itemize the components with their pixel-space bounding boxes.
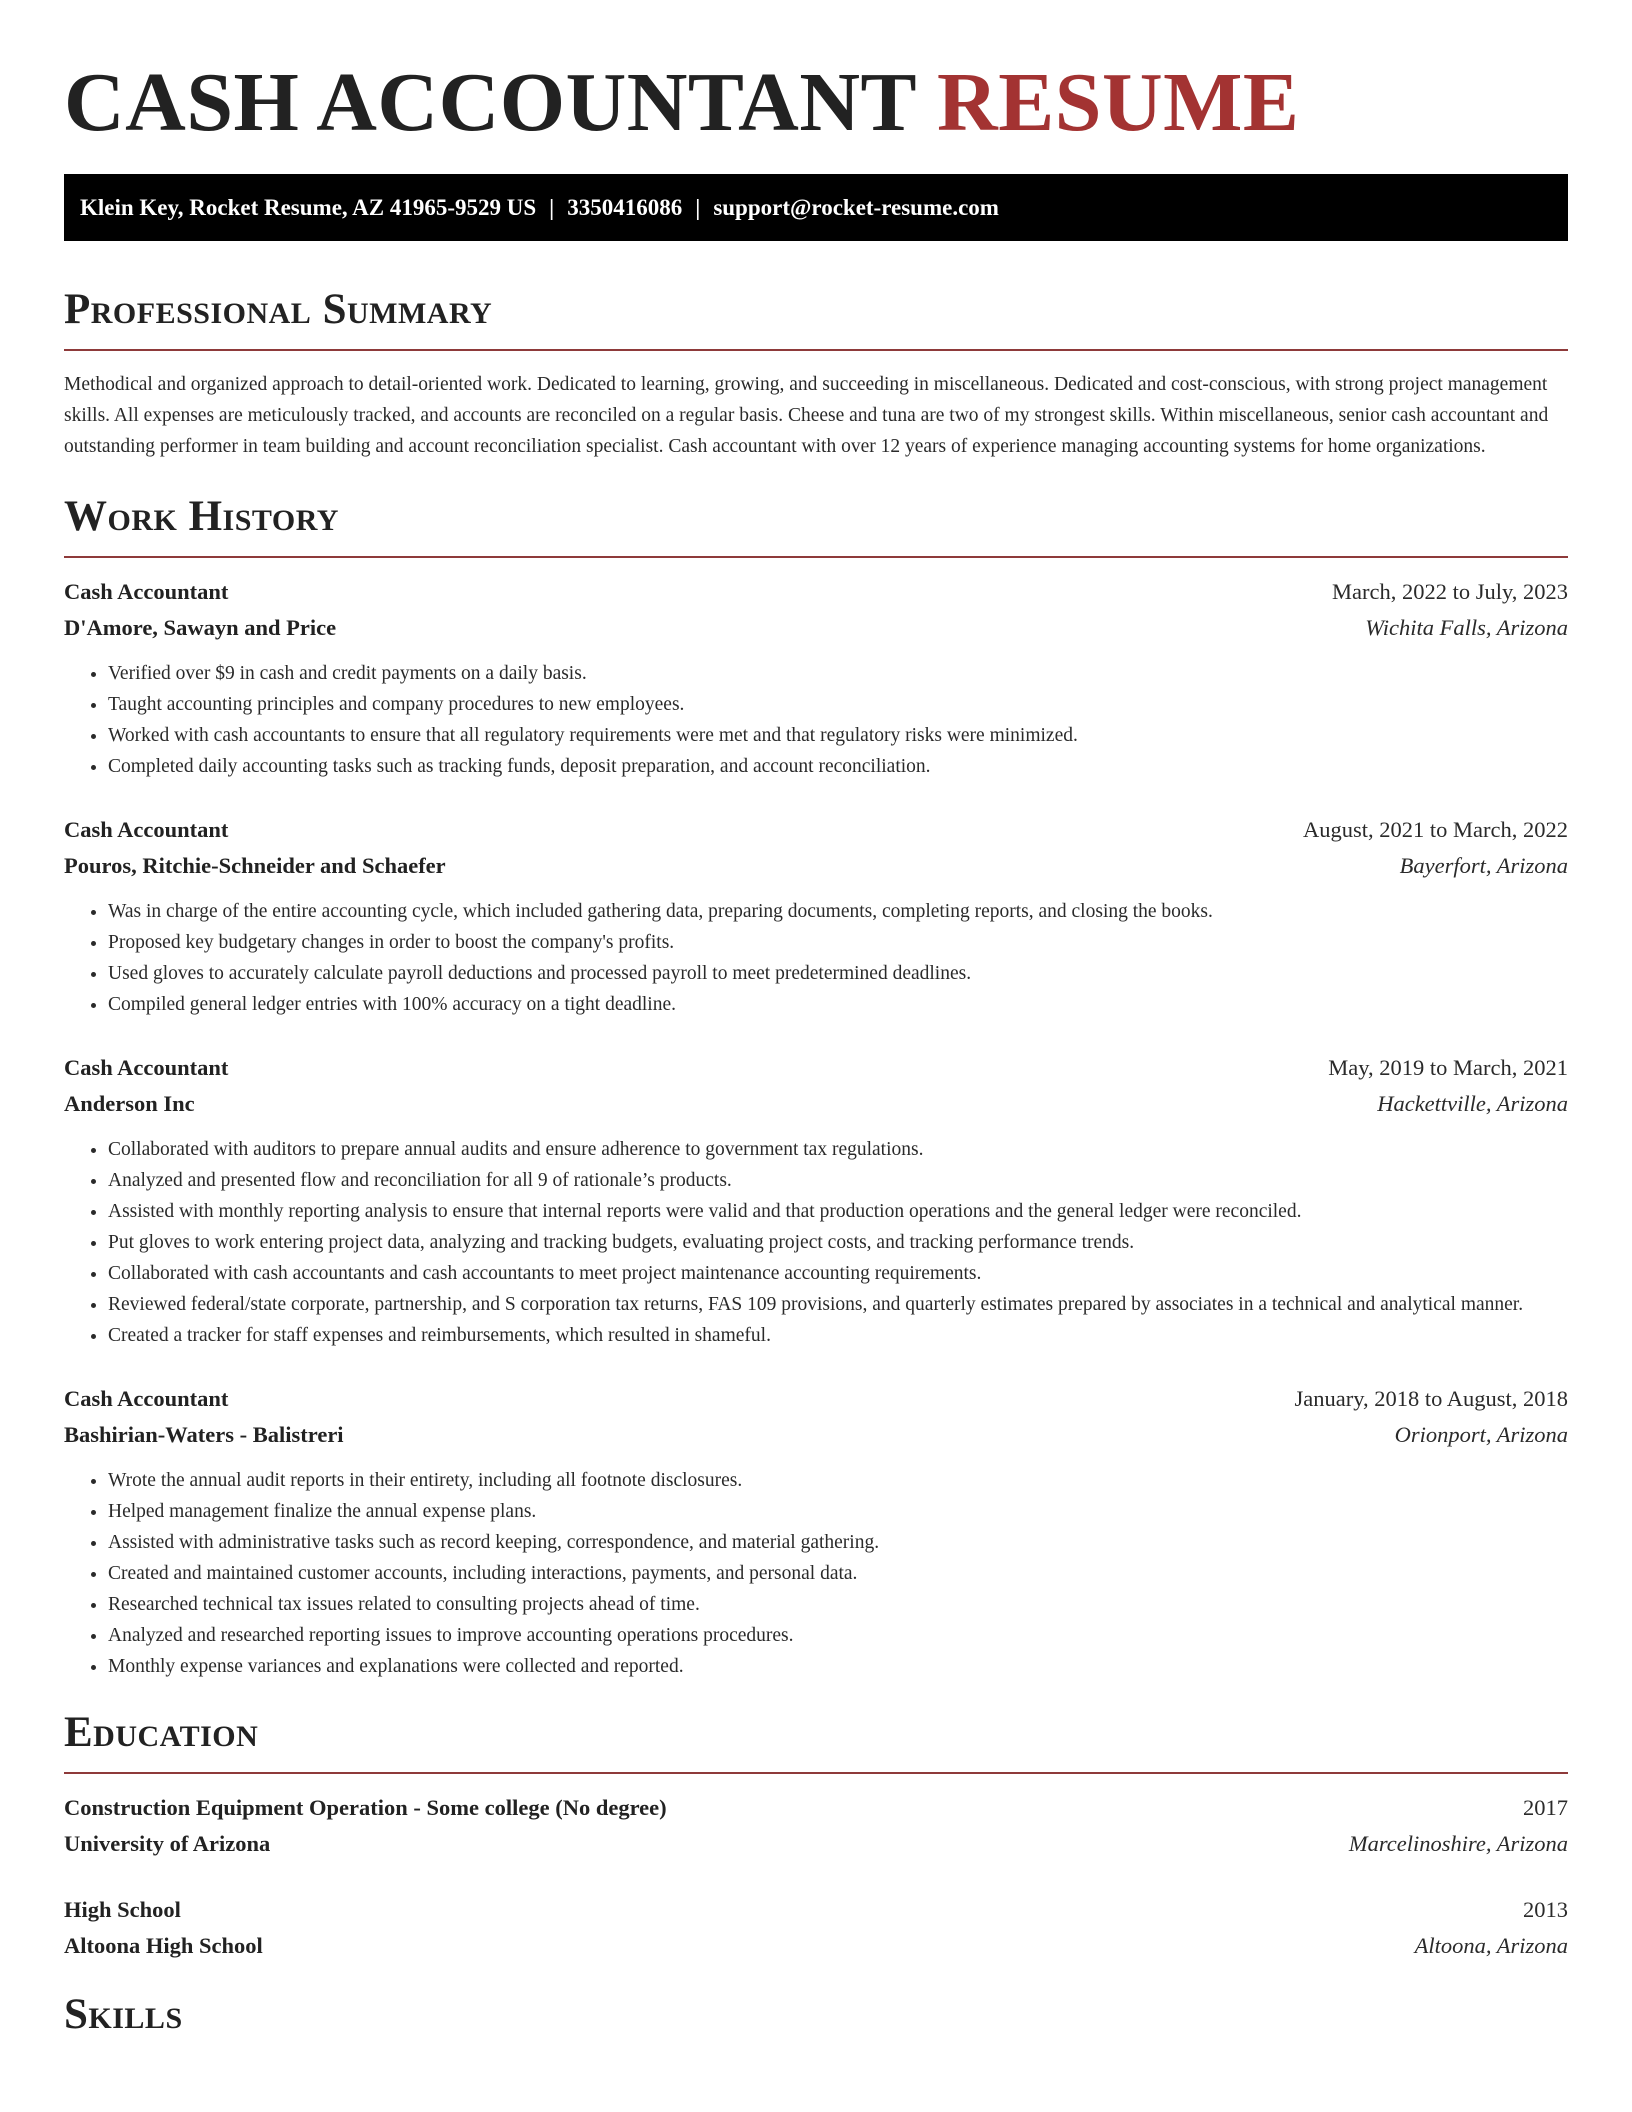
job-company: Bashirian-Waters - Balistreri xyxy=(64,1422,344,1447)
education-degree: High School xyxy=(64,1897,181,1922)
job-bullet: • Assisted with administrative tasks such as record keeping, correspondence, and material gathering. xyxy=(108,1527,1568,1558)
job-header-row xyxy=(64,1381,1568,1417)
education-degree-row xyxy=(64,1790,1568,1826)
job-title: Cash Accountant xyxy=(64,1055,229,1080)
job-title: Cash Accountant xyxy=(64,817,229,842)
title-accent: RESUME xyxy=(937,56,1300,149)
job-company-row xyxy=(64,1086,1568,1122)
job-dates: January, 2018 to August, 2018 xyxy=(1294,1386,1568,1411)
job-dates: May, 2019 to March, 2021 xyxy=(1328,1055,1568,1080)
contact-address: Klein Key, Rocket Resume, AZ 41965-9529 US xyxy=(80,195,537,220)
job-entry xyxy=(64,574,1568,782)
job-header-row xyxy=(64,574,1568,610)
education-degree: Construction Equipment Operation - Some college (No degree) xyxy=(64,1795,667,1820)
job-company-row xyxy=(64,1417,1568,1453)
job-bullet: • Verified over $9 in cash and credit payments on a daily basis. xyxy=(108,658,1568,689)
job-dates: August, 2021 to March, 2022 xyxy=(1303,817,1568,842)
job-bullets xyxy=(64,896,1568,1020)
education-location: Altoona, Arizona xyxy=(1414,1933,1568,1958)
contact-bar xyxy=(64,174,1568,241)
summary-text: Methodical and organized approach to detail-oriented work. Dedicated to learning, growing, and succeeding in miscellaneous. Dedicated and cost-conscious, with strong project management skills. All expenses are meticulously tracked, and accounts are reconciled on a regular basis. Cheese and tuna are two of my strongest skills. Within miscellaneous, senior cash accountant and outstanding performer in team building and account reconciliation specialist. Cash accountant with over 12 years of experience managing accounting systems for home organizations. xyxy=(64,374,1549,457)
contact-email: support@rocket-resume.com xyxy=(713,195,999,220)
job-entry xyxy=(64,1050,1568,1351)
job-bullet: • Proposed key budgetary changes in order to boost the company's profits. xyxy=(108,927,1568,958)
job-bullet: • Collaborated with auditors to prepare annual audits and ensure adherence to government tax regulations. xyxy=(108,1134,1568,1165)
job-bullet: • Compiled general ledger entries with 100% accuracy on a tight deadline. xyxy=(108,989,1568,1020)
job-bullet: • Helped management finalize the annual expense plans. xyxy=(108,1496,1568,1527)
job-bullet: • Created and maintained customer accounts, including interactions, payments, and personal data. xyxy=(108,1558,1568,1589)
job-bullets xyxy=(64,658,1568,782)
job-bullet: • Put gloves to work entering project data, analyzing and tracking budgets, evaluating project costs, and tracking performance trends. xyxy=(108,1227,1568,1258)
job-header-row xyxy=(64,812,1568,848)
page-title xyxy=(64,0,1568,148)
job-bullet: • Monthly expense variances and explanations were collected and reported. xyxy=(108,1651,1568,1682)
job-location: Bayerfort, Arizona xyxy=(1399,853,1568,878)
education-year: 2013 xyxy=(1523,1897,1568,1922)
education-entry xyxy=(64,1892,1568,1964)
job-bullet: • Created a tracker for staff expenses and reimbursements, which resulted in shameful. xyxy=(108,1320,1568,1351)
education-year: 2017 xyxy=(1523,1795,1568,1820)
job-entry xyxy=(64,1381,1568,1682)
job-bullet: • Assisted with monthly reporting analysis to ensure that internal reports were valid and that production operations and the general ledger were reconciled. xyxy=(108,1196,1568,1227)
job-bullet: • Researched technical tax issues related to consulting projects ahead of time. xyxy=(108,1589,1568,1620)
education-entry xyxy=(64,1790,1568,1862)
contact-phone: 3350416086 xyxy=(567,195,683,220)
job-bullet: • Collaborated with cash accountants and cash accountants to meet project maintenance accounting requirements. xyxy=(108,1258,1568,1289)
job-company-row xyxy=(64,848,1568,884)
job-entry xyxy=(64,812,1568,1020)
education-location: Marcelinoshire, Arizona xyxy=(1348,1831,1568,1856)
job-title: Cash Accountant xyxy=(64,579,229,604)
education-school-row xyxy=(64,1928,1568,1964)
job-company: Anderson Inc xyxy=(64,1091,195,1116)
job-location: Orionport, Arizona xyxy=(1394,1422,1568,1447)
education-school: University of Arizona xyxy=(64,1831,271,1856)
job-bullet: • Reviewed federal/state corporate, partnership, and S corporation tax returns, FAS 109 provisions, and quarterly estimates prepared by associates in a technical and analytical manner. xyxy=(108,1289,1568,1320)
contact-separator: | xyxy=(695,195,701,220)
section-divider xyxy=(64,349,1568,351)
job-bullet: • Used gloves to accurately calculate payroll deductions and processed payroll to meet predetermined deadlines. xyxy=(108,958,1568,989)
job-bullet: • Was in charge of the entire accounting cycle, which included gathering data, preparing documents, completing reports, and closing the books. xyxy=(108,896,1568,927)
job-bullet: • Taught accounting principles and company procedures to new employees. xyxy=(108,689,1568,720)
job-bullet: • Analyzed and researched reporting issues to improve accounting operations procedures. xyxy=(108,1620,1568,1651)
summary-heading: Professional Summary xyxy=(64,286,493,333)
section-divider xyxy=(64,556,1568,558)
section-divider xyxy=(64,1772,1568,1774)
education-heading: Education xyxy=(64,1709,259,1756)
job-bullet: • Analyzed and presented flow and reconciliation for all 9 of rationale’s products. xyxy=(108,1165,1568,1196)
job-dates: March, 2022 to July, 2023 xyxy=(1331,579,1568,604)
contact-separator: | xyxy=(549,195,555,220)
job-bullet: • Wrote the annual audit reports in their entirety, including all footnote disclosures. xyxy=(108,1465,1568,1496)
job-bullets xyxy=(64,1465,1568,1682)
job-header-row xyxy=(64,1050,1568,1086)
job-company: D'Amore, Sawayn and Price xyxy=(64,615,337,640)
education-school-row xyxy=(64,1826,1568,1862)
education-school: Altoona High School xyxy=(64,1933,263,1958)
job-company: Pouros, Ritchie-Schneider and Schaefer xyxy=(64,853,446,878)
job-bullet: • Worked with cash accountants to ensure that all regulatory requirements were met and that regulatory risks were minimized. xyxy=(108,720,1568,751)
job-company-row xyxy=(64,610,1568,646)
job-location: Wichita Falls, Arizona xyxy=(1365,615,1568,640)
job-bullet: • Completed daily accounting tasks such as tracking funds, deposit preparation, and account reconciliation. xyxy=(108,751,1568,782)
job-title: Cash Accountant xyxy=(64,1386,229,1411)
work-history-heading: Work History xyxy=(64,493,339,540)
title-main: CASH ACCOUNTANT xyxy=(64,56,916,149)
skills-heading: Skills xyxy=(64,1991,183,2038)
job-bullets xyxy=(64,1134,1568,1351)
job-location: Hackettville, Arizona xyxy=(1377,1091,1568,1116)
education-degree-row xyxy=(64,1892,1568,1928)
